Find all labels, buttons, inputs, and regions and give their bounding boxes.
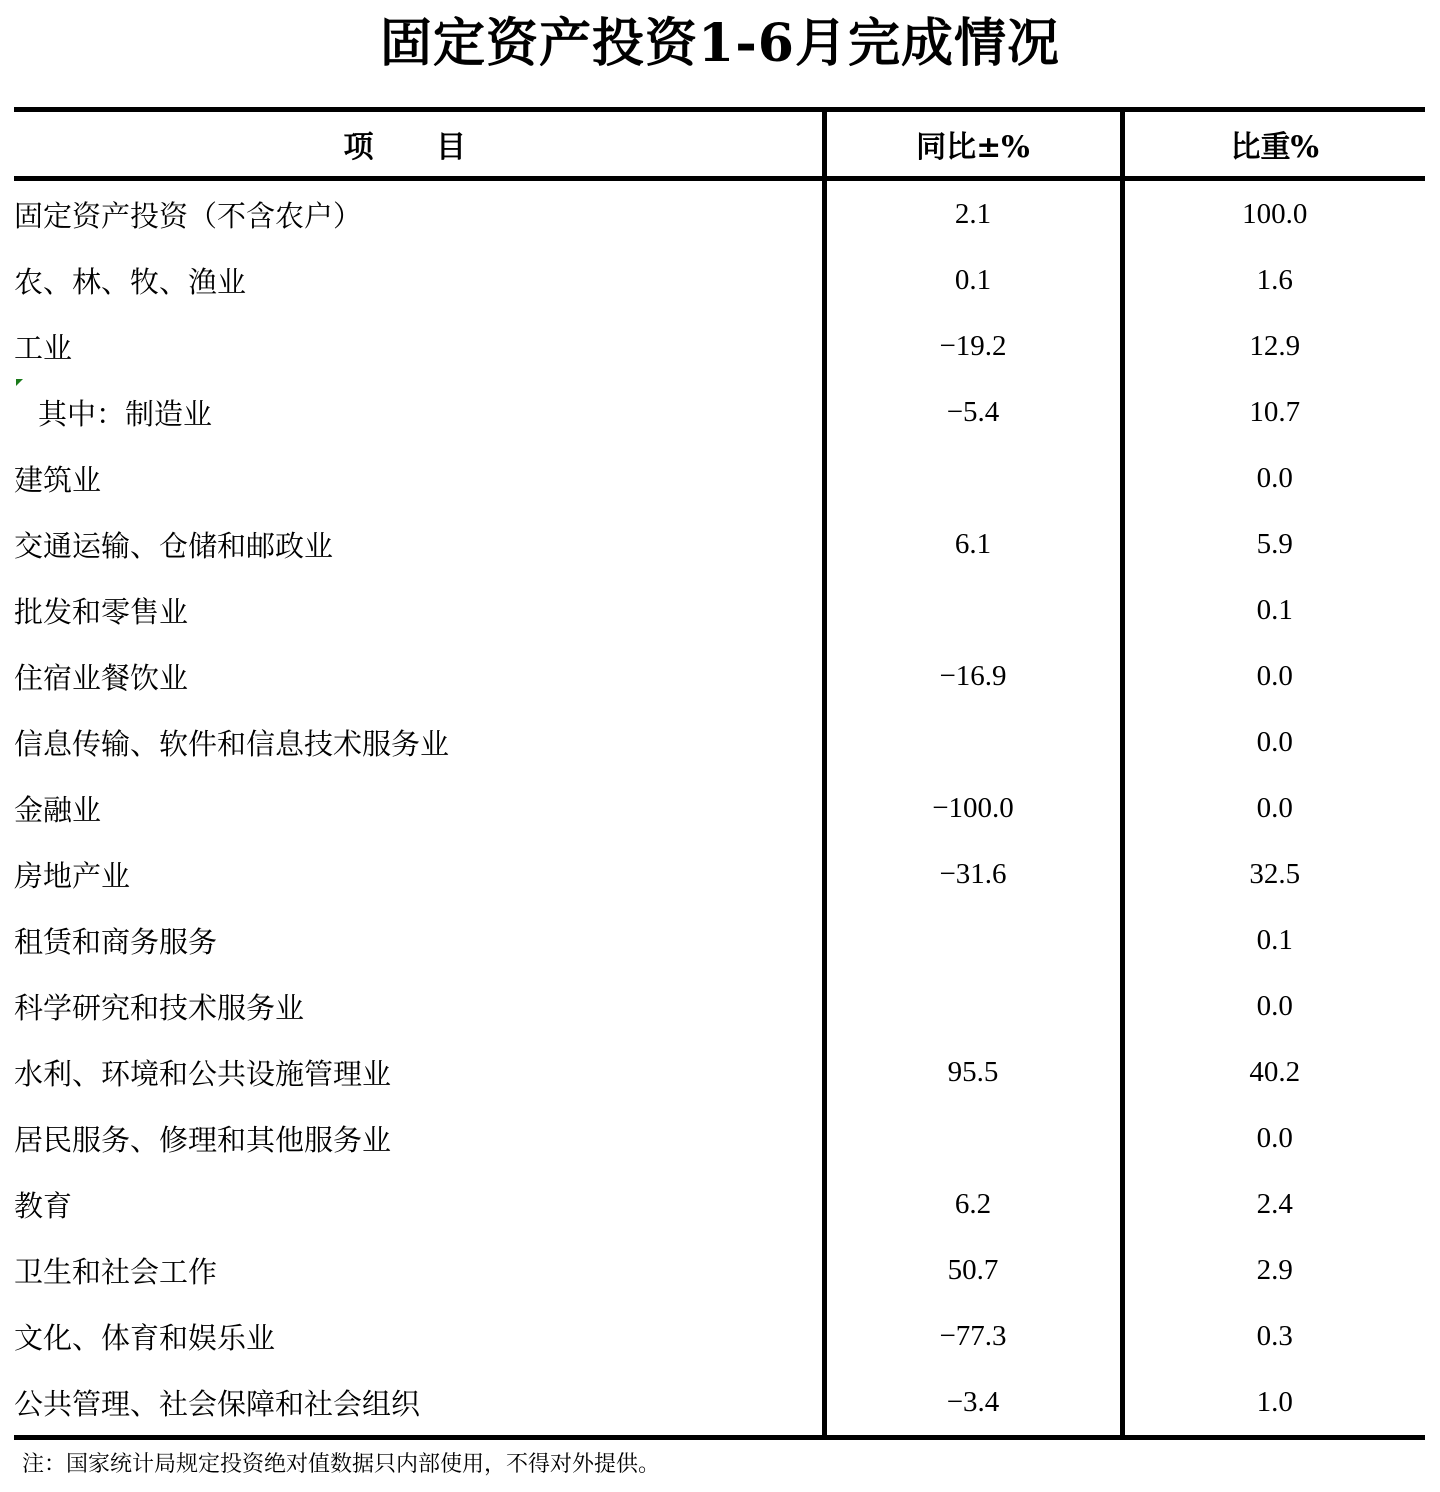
table-row [14, 445, 1425, 511]
row-share-value: 2.4 [1122, 1171, 1425, 1237]
row-item-text: 科学研究和技术服务业 [14, 990, 305, 1025]
row-item-text: 农、林、牧、渔业 [14, 264, 247, 299]
table-row [14, 511, 1425, 577]
row-item-label [14, 179, 824, 248]
table-row [14, 643, 1425, 709]
row-item-label [14, 907, 824, 973]
row-yoy-value [824, 445, 1122, 511]
row-item-label [14, 379, 824, 445]
row-yoy-value: −100.0 [824, 775, 1122, 841]
row-share-value: 0.0 [1122, 445, 1425, 511]
row-yoy-value: 6.2 [824, 1171, 1122, 1237]
table-row [14, 379, 1425, 445]
row-item-label [14, 511, 824, 577]
row-yoy-value: 6.1 [824, 511, 1122, 577]
row-item-label [14, 643, 824, 709]
row-share-value: 0.1 [1122, 907, 1425, 973]
row-share-value: 0.0 [1122, 775, 1425, 841]
row-item-label [14, 247, 824, 313]
table-row [14, 179, 1425, 248]
table-header-row [14, 110, 1425, 179]
row-yoy-value [824, 973, 1122, 1039]
table-row [14, 313, 1425, 379]
table-row [14, 841, 1425, 907]
header-item [14, 110, 824, 179]
footnote: 注：国家统计局规定投资绝对值数据只内部使用，不得对外提供。 [22, 1452, 661, 1477]
row-item-label [14, 1303, 824, 1369]
row-item-label [14, 1039, 824, 1105]
row-share-value: 0.0 [1122, 643, 1425, 709]
row-yoy-value: −3.4 [824, 1369, 1122, 1438]
row-item-label [14, 445, 824, 511]
table-row [14, 1303, 1425, 1369]
row-item-text: 水利、环境和公共设施管理业 [14, 1056, 392, 1091]
row-item-text: 其中：制造业 [38, 396, 213, 431]
page-title: 固定资产投资1-6月完成情况 [380, 13, 1060, 74]
row-share-value: 100.0 [1122, 179, 1425, 248]
row-share-value: 0.0 [1122, 1105, 1425, 1171]
row-yoy-value: −77.3 [824, 1303, 1122, 1369]
row-item-text: 居民服务、修理和其他服务业 [14, 1122, 392, 1157]
table-row [14, 247, 1425, 313]
table-row [14, 577, 1425, 643]
row-yoy-value: 50.7 [824, 1237, 1122, 1303]
row-item-text: 建筑业 [14, 462, 102, 497]
row-item-label [14, 775, 824, 841]
row-share-value: 12.9 [1122, 313, 1425, 379]
row-item-label [14, 1105, 824, 1171]
row-share-value: 0.0 [1122, 709, 1425, 775]
header-share: 比重% [1122, 110, 1425, 179]
row-item-text: 金融业 [14, 792, 102, 827]
row-item-label [14, 1369, 824, 1438]
row-item-text: 教育 [14, 1188, 73, 1223]
cell-comment-marker-icon [16, 379, 23, 386]
row-yoy-value: 0.1 [824, 247, 1122, 313]
row-share-value: 2.9 [1122, 1237, 1425, 1303]
row-item-text: 批发和零售业 [14, 594, 189, 629]
row-item-text: 住宿业餐饮业 [14, 660, 189, 695]
row-yoy-value [824, 577, 1122, 643]
row-item-label [14, 973, 824, 1039]
table-row [14, 1105, 1425, 1171]
row-item-text: 房地产业 [14, 858, 131, 893]
row-item-text: 交通运输、仓储和邮政业 [14, 528, 334, 563]
row-item-text: 公共管理、社会保障和社会组织 [14, 1386, 421, 1421]
table-row [14, 1171, 1425, 1237]
row-item-label [14, 1171, 824, 1237]
header-yoy: 同比±% [824, 110, 1122, 179]
row-yoy-value: −31.6 [824, 841, 1122, 907]
row-yoy-value: −16.9 [824, 643, 1122, 709]
row-share-value: 40.2 [1122, 1039, 1425, 1105]
table-row [14, 907, 1425, 973]
row-yoy-value: −19.2 [824, 313, 1122, 379]
row-yoy-value: 2.1 [824, 179, 1122, 248]
investment-table [14, 107, 1425, 1440]
row-share-value: 1.6 [1122, 247, 1425, 313]
row-yoy-value [824, 709, 1122, 775]
table-row [14, 1237, 1425, 1303]
row-share-value: 0.3 [1122, 1303, 1425, 1369]
row-yoy-value: −5.4 [824, 379, 1122, 445]
row-item-text: 工业 [14, 330, 73, 365]
row-share-value: 0.1 [1122, 577, 1425, 643]
table-body [14, 179, 1425, 1438]
table-row [14, 709, 1425, 775]
row-share-value: 0.0 [1122, 973, 1425, 1039]
table-row [14, 775, 1425, 841]
row-item-label [14, 577, 824, 643]
table-row [14, 1039, 1425, 1105]
row-item-label [14, 313, 824, 379]
row-share-value: 5.9 [1122, 511, 1425, 577]
row-yoy-value [824, 907, 1122, 973]
row-item-text: 信息传输、软件和信息技术服务业 [14, 726, 450, 761]
row-item-label [14, 709, 824, 775]
row-share-value: 32.5 [1122, 841, 1425, 907]
row-item-text: 卫生和社会工作 [14, 1254, 218, 1289]
table-row [14, 973, 1425, 1039]
row-item-text: 文化、体育和娱乐业 [14, 1320, 276, 1355]
row-yoy-value [824, 1105, 1122, 1171]
row-item-label [14, 1237, 824, 1303]
table-row [14, 1369, 1425, 1438]
row-yoy-value: 95.5 [824, 1039, 1122, 1105]
row-share-value: 1.0 [1122, 1369, 1425, 1438]
row-share-value: 10.7 [1122, 379, 1425, 445]
row-item-text: 租赁和商务服务 [14, 924, 218, 959]
row-item-text: 固定资产投资（不含农户） [14, 198, 363, 233]
row-item-label [14, 841, 824, 907]
header-item-label: 项 目 [343, 130, 492, 165]
